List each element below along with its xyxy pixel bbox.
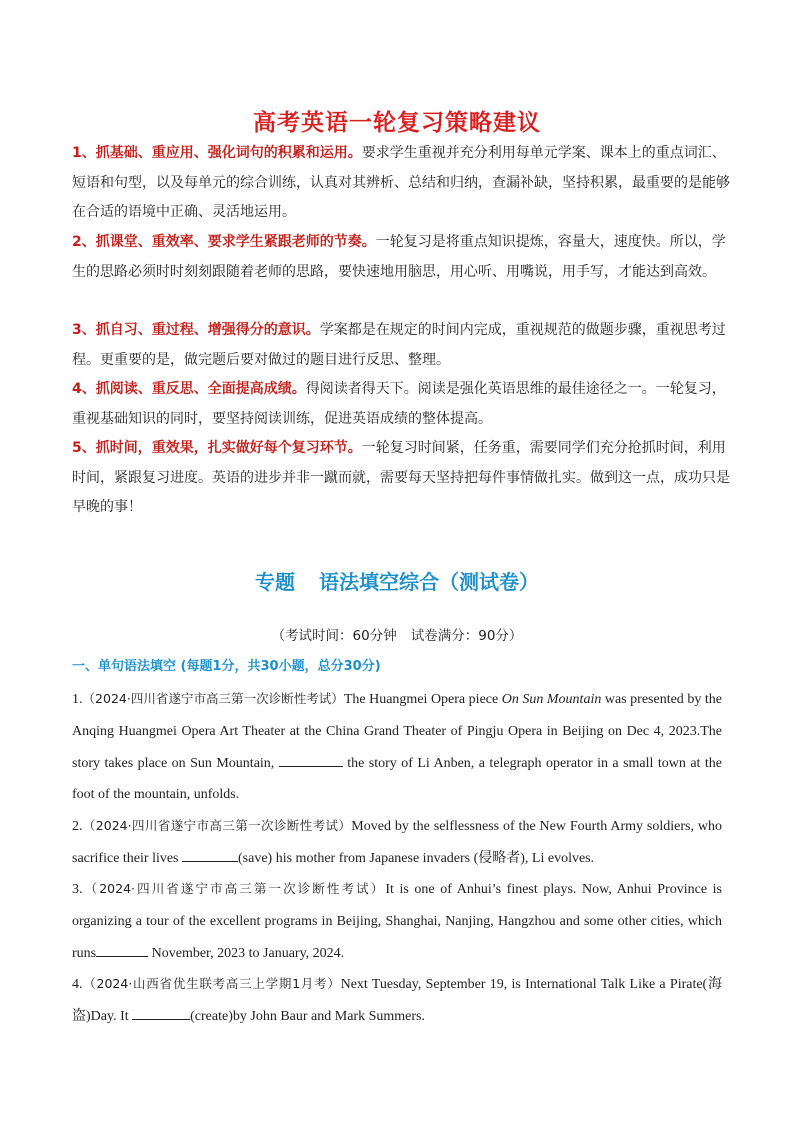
- question-source: （2024·山西省优生联考高三上学期1月考）: [82, 976, 341, 991]
- question-1: [72, 683, 722, 811]
- opera-title: On Sun Mountain: [501, 692, 602, 707]
- question-source: （2024·四川省遂宁市高三第一次诊断性考试）: [82, 691, 344, 706]
- question-3: [72, 873, 722, 969]
- question-4: [72, 968, 722, 1033]
- strategy-heading: 4、抓阅读、重反思、全面提高成绩。: [72, 381, 306, 397]
- strategy-item-5: [72, 434, 732, 523]
- question-number: 3.: [72, 882, 83, 897]
- strategy-body: 一轮复习是将重点知识提炼，容量大，速度快。所以，学生的思路必须时时刻刻跟随着老师的思路，要快速地用脑思，用心听、用嘴说，用手写，才能达到高效。: [72, 234, 726, 280]
- strategy-item-3: [72, 316, 732, 375]
- strategy-heading: 1、抓基础、重应用、强化词句的积累和运用。: [72, 145, 362, 161]
- question-number: 4.: [72, 977, 83, 992]
- exam-time: （考试时间：60分钟: [271, 628, 397, 644]
- strategy-item-4: [72, 375, 732, 434]
- question-number: 1.: [72, 692, 83, 707]
- strategy-heading: 5、抓时间，重效果，扎实做好每个复习环节。: [72, 440, 362, 456]
- topic-name: 语法填空综合（测试卷）: [319, 570, 539, 594]
- question-text: Next Tuesday, September 19, is International Talk Like a Pirate(海盗)Day. It: [72, 977, 722, 1024]
- question-text: November, 2023 to January, 2024.: [148, 945, 345, 961]
- question-text: Moved by the selflessness of the New Fourth Army soldiers, who sacrifice their lives: [72, 819, 722, 866]
- section-heading: 一、单句语法填空 (每题1分，共30小题，总分30分): [72, 659, 381, 674]
- strategy-body: 一轮复习时间紧，任务重，需要同学们充分抢抓时间，利用时间，紧跟复习进度。英语的进步并非一蹴而就，需要每天坚持把每件事情做扎实。做到这一点，成功只是早晚的事！: [72, 440, 730, 515]
- exam-score: 试卷满分：90分）: [410, 628, 523, 644]
- answer-blank[interactable]: [132, 1005, 190, 1020]
- question-source: （2024·四川省遂宁市高三第一次诊断性考试）: [82, 881, 386, 896]
- topic-title: [0, 566, 794, 595]
- question-text: It is one of Anhui’s finest plays. Now, Anhui Province is organizing a tour of the excellent programs in Beijing, Shanghai, Nanjing, Hangzhou and some other cities, which runs: [72, 882, 722, 961]
- answer-blank[interactable]: [279, 752, 343, 767]
- strategy-body: 得阅读者得天下。阅读是强化英语思维的最佳途径之一。一轮复习，重视基础知识的同时，要坚持阅读训练，促进英语成绩的整体提高。: [72, 381, 726, 427]
- strategy-body: 要求学生重视并充分利用每单元学案、课本上的重点词汇、短语和句型，以及每单元的综合训练，认真对其辨析、总结和归纳，查漏补缺，坚持积累，最重要的是能够在合适的语境中正确、灵活地运用。: [72, 145, 730, 220]
- question-text: The Huangmei Opera piece: [343, 692, 502, 707]
- strategy-body: 学案都是在规定的时间内完成，重视规范的做题步骤，重视思考过程。更重要的是，做完题后要对做过的题目进行反思、整理。: [72, 322, 726, 368]
- exam-info: [0, 624, 794, 644]
- question-2: [72, 810, 722, 875]
- question-text: the story of Li Anben, a telegraph operator in a small town at the foot of the mountain, unfolds.: [72, 755, 722, 803]
- question-text: (save) his mother from Japanese invaders (侵略者), Li evolves.: [238, 850, 595, 866]
- document-title: 高考英语一轮复习策略建议: [253, 110, 541, 136]
- strategy-item-1: [72, 139, 732, 228]
- answer-blank[interactable]: [96, 942, 148, 957]
- strategy-heading: 2、抓课堂、重效率、要求学生紧跟老师的节奏。: [72, 234, 376, 250]
- strategy-item-2: [72, 228, 732, 287]
- question-text: (create)by John Baur and Mark Summers.: [190, 1008, 425, 1024]
- topic-label: 专题: [255, 570, 295, 594]
- question-text: was presented by the Anqing Huangmei Opera Art Theater at the China Grand Theater of Pingju Opera in Beijing on Dec 4, 2023.The story takes place on Sun Mountain,: [72, 692, 722, 771]
- question-number: 2.: [72, 819, 83, 834]
- answer-blank[interactable]: [182, 847, 238, 862]
- strategy-heading: 3、抓自习、重过程、增强得分的意识。: [72, 322, 320, 338]
- question-source: （2024·四川省遂宁市高三第一次诊断性考试）: [82, 818, 352, 833]
